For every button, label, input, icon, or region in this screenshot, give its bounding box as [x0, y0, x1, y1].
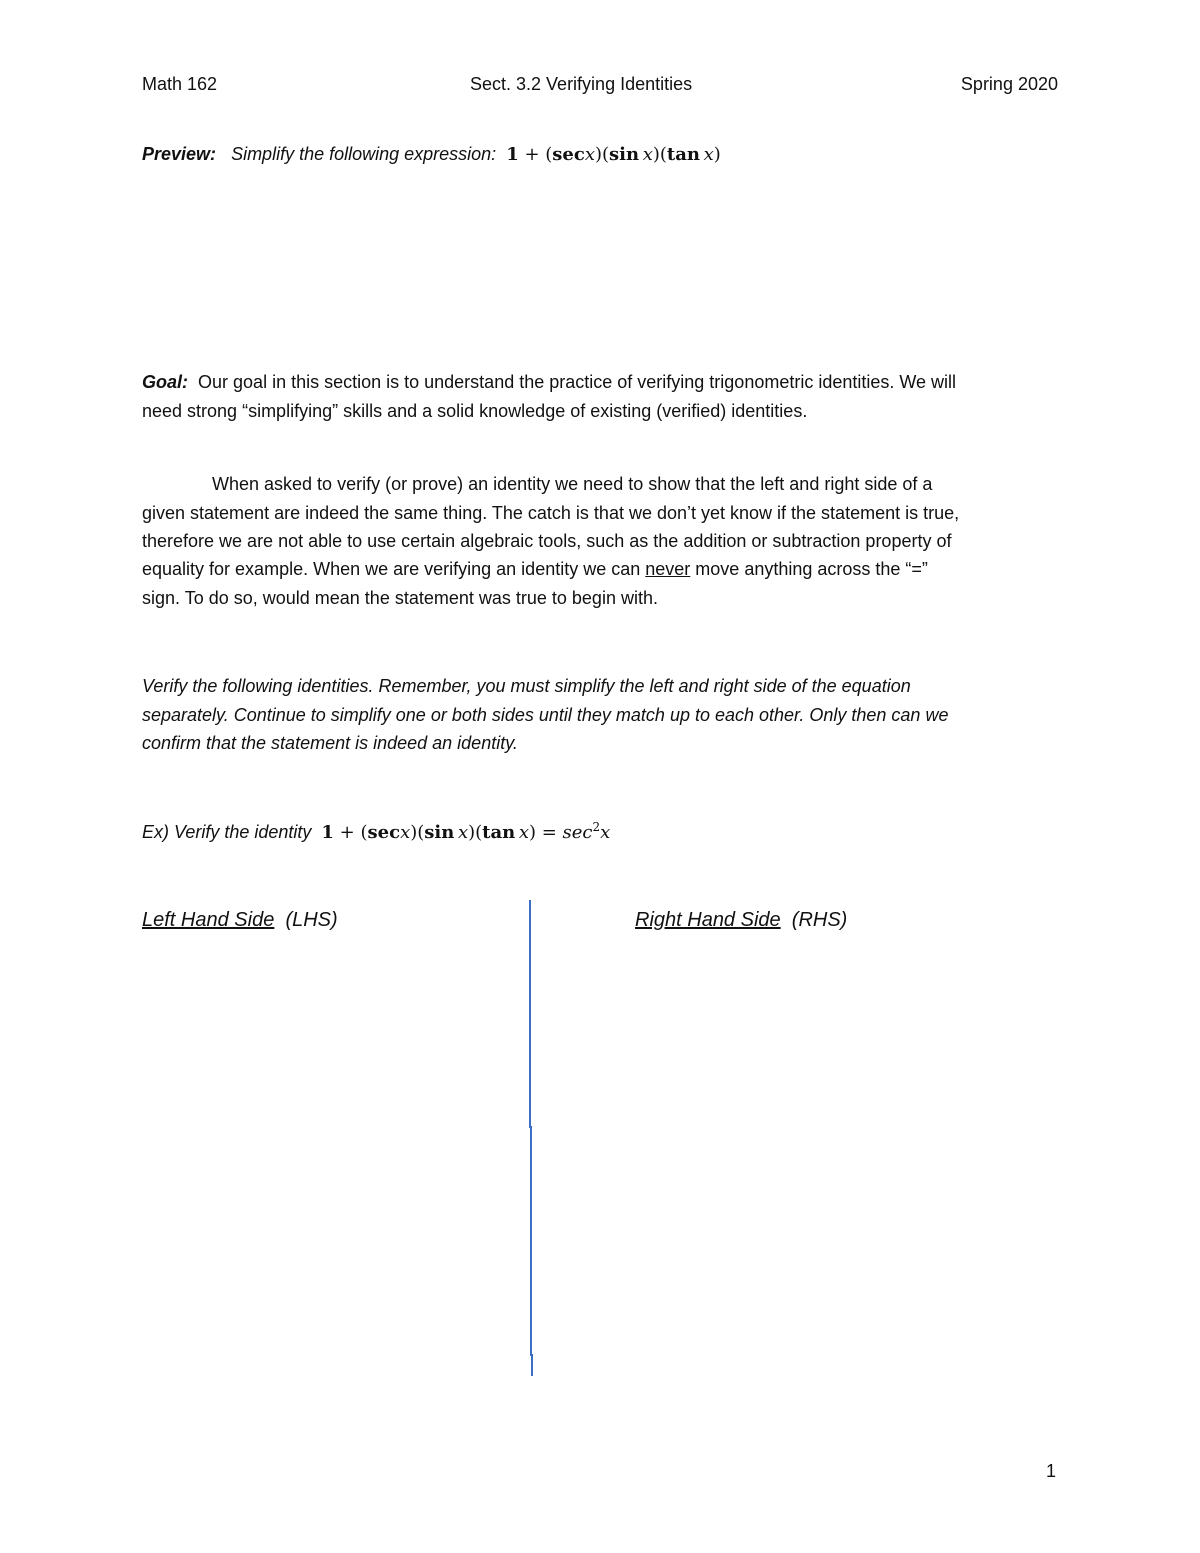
column-divider — [530, 1126, 532, 1356]
lhs-column-title: Left Hand Side (LHS) — [142, 909, 338, 931]
column-divider — [531, 1354, 533, 1376]
header-course: Math 162 — [142, 74, 218, 94]
page-number: 1 — [1046, 1461, 1057, 1481]
preview-text: Simplify the following expression: — [231, 144, 497, 164]
header-section-title: Sect. 3.2 Verifying Identities — [470, 74, 693, 94]
example-label: Ex) Verify the identity — [142, 822, 312, 842]
instructions-line-3: confirm that the statement is indeed an identity. — [142, 733, 518, 753]
example-identity: 1 + (secx)(sin x)(tan $x) = \sec^2x$ — [321, 820, 611, 843]
para2-line-4: equality for example. When we are verifying an identity we can never move anything across the “=” — [142, 559, 928, 579]
preview-expression: 1 + (secx)(sin x)(tan x) — [506, 144, 721, 165]
goal-label: Goal: — [142, 372, 189, 392]
column-divider — [529, 900, 531, 1128]
para2-line-1: When asked to verify (or prove) an identity we need to show that the left and right side of a — [212, 474, 933, 494]
emphasis-never: never — [645, 559, 691, 579]
preview-line — [142, 144, 721, 165]
rhs-column-title: Right Hand Side (RHS) — [635, 909, 848, 931]
goal-line-1: Goal: Our goal in this section is to understand the practice of verifying trigonometric identities. We will — [142, 372, 957, 392]
header-term: Spring 2020 — [960, 74, 1058, 94]
instructions-line-1: Verify the following identities. Remember, you must simplify the left and right side of the equation — [142, 676, 911, 696]
goal-line-2: need strong “simplifying” skills and a solid knowledge of existing (verified) identities. — [142, 401, 808, 421]
example-line — [142, 820, 610, 843]
para2-line-3: therefore we are not able to use certain algebraic tools, such as the addition or subtraction property of — [142, 531, 952, 551]
para2-line-5: sign. To do so, would mean the statement was true to begin with. — [142, 588, 658, 608]
para2-line-2: given statement are indeed the same thing. The catch is that we don’t yet know if the statement is true, — [142, 503, 960, 523]
instructions-line-2: separately. Continue to simplify one or both sides until they match up to each other. Only then can we — [142, 705, 949, 725]
preview-label: Preview: — [142, 144, 217, 164]
